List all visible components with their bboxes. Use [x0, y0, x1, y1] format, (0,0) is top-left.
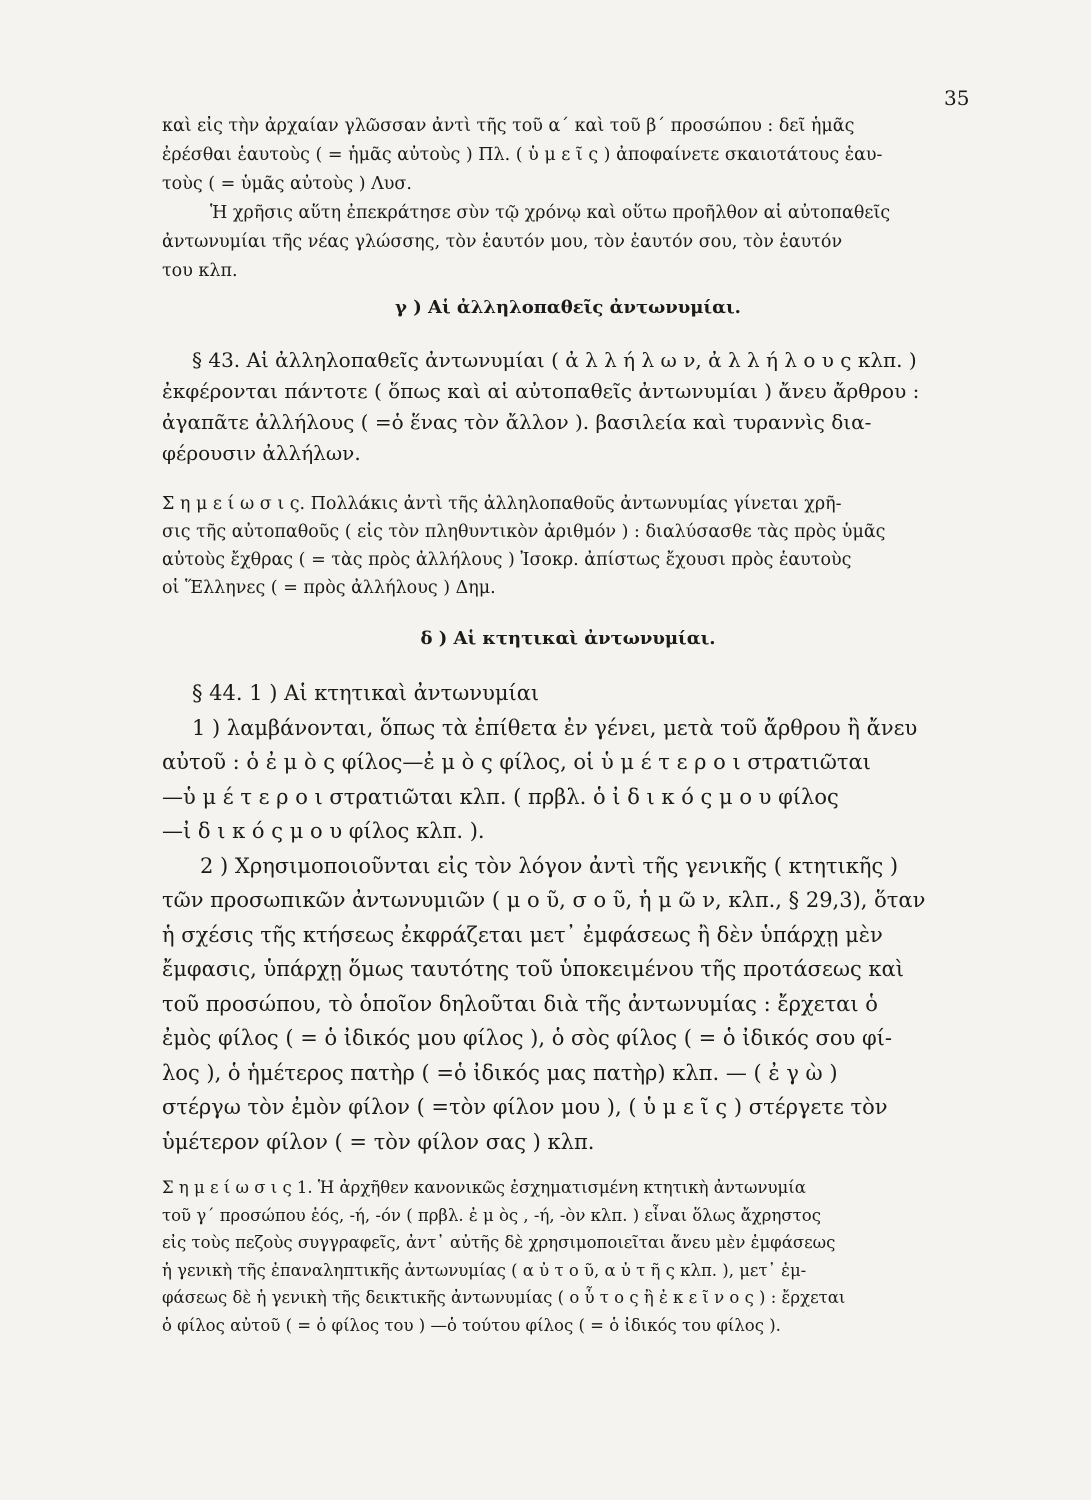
text-line: Σ η μ ε ί ω σ ι ς. Πολλάκις ἀντὶ τῆς ἀλληλοπαθοῦς ἀντωνυμίας γίνεται χρῆ- [162, 494, 842, 514]
text-line: —ὑ μ έ τ ε ρ ο ι στρατιῶται κλπ. ( πρβλ. ὁ ἰ δ ι κ ό ς μ ο υ φίλος [162, 784, 839, 809]
text-line: σις τῆς αὐτοπαθοῦς ( εἰς τὸν πληθυντικὸν ἀριθμόν ) : διαλύσασθε τὰς πρὸς ὑμᾶς [162, 522, 886, 542]
text-line: φέρουσιν ἀλλήλων. [162, 441, 361, 465]
text-line: ἐκφέρονται πάντοτε ( ὅπως καὶ αἱ αὐτοπαθεῖς ἀντωνυμίαι ) ἄνευ ἄρθρου : [162, 379, 920, 403]
section-heading-delta: δ ) Αἱ κτητικαὶ ἀντωνυμίαι. [420, 628, 716, 649]
text-line: ἀντωνυμίαι τῆς νέας γλώσσης, τὸν ἑαυτόν μου, τὸν ἑαυτόν σου, τὸν ἑαυτόν [162, 232, 843, 252]
paragraph-2 [162, 345, 974, 469]
text-line: αὐτοὺς ἔχθρας ( = τὰς πρὸς ἀλλήλους ) Ἰσοκρ. ἀπίστως ἔχουσι πρὸς ἑαυτοὺς [162, 550, 852, 570]
text-line: του κλπ. [162, 261, 238, 281]
text-line: § 44. 1 ) Αἱ κτητικαὶ ἀντωνυμίαι [192, 681, 540, 705]
text-line: —ἰ δ ι κ ό ς μ ο υ φίλος κλπ. ). [162, 819, 485, 843]
text-line: καὶ εἰς τὴν ἀρχαίαν γλῶσσαν ἀντὶ τῆς τοῦ α΄ καὶ τοῦ β΄ προσώπου : δεῖ ἡμᾶς [162, 116, 855, 136]
text-line: τῶν προσωπικῶν ἀντωνυμιῶν ( μ ο ῦ, σ ο ῦ, ἡ μ ῶ ν, κλπ., § 29,3), ὅταν [162, 888, 926, 912]
text-line: 2 ) Χρησιμοποιοῦνται εἰς τὸν λόγον ἀντὶ τῆς γενικῆς ( κτητικῆς ) [200, 853, 899, 878]
text-line: τοῦ προσώπου, τὸ ὁποῖον δηλοῦται διὰ τῆς ἀντωνυμίας : ἔρχεται ὁ [162, 991, 878, 1016]
text-line: ἐμὸς φίλος ( = ὁ ἰδικός μου φίλος ), ὁ σὸς φίλος ( = ὁ ἰδικός σου φί- [162, 1026, 892, 1050]
text-line: ἔμφασις, ὑπάρχῃ ὅμως ταυτότης τοῦ ὑποκειμένου τῆς προτάσεως καὶ [162, 957, 904, 981]
text-line: οἱ Ἕλληνες ( = πρὸς ἀλλήλους ) Δημ. [162, 578, 496, 598]
text-line: ἐρέσθαι ἑαυτοὺς ( = ἡμᾶς αὐτοὺς ) Πλ. ( ὑ μ ε ῖ ς ) ἀποφαίνετε σκαιοτάτους ἑαυ- [162, 145, 883, 165]
paragraph-1 [162, 112, 974, 286]
text-line: Ἡ χρῆσις αὕτη ἐπεκράτησε σὺν τῷ χρόνῳ καὶ οὕτω προῆλθον αἱ αὐτοπαθεῖς [210, 203, 891, 223]
text-line: λος ), ὁ ἡμέτερος πατὴρ ( =ὁ ἰδικός μας πατὴρ) κλπ. — ( ἐ γ ὼ ) [162, 1060, 838, 1085]
text-line: ἀγαπᾶτε ἀλλήλους ( =ὁ ἕνας τὸν ἄλλον ). βασιλεία καὶ τυραννὶς δια- [162, 410, 872, 434]
text-line: ἡ γενικὴ τῆς ἐπαναληπτικῆς ἀντωνυμίας ( α ὐ τ ο ῦ, α ὐ τ ῆ ς κλπ. ), μετ᾽ ἐμ- [162, 1260, 807, 1280]
text-line: § 43. Αἱ ἀλληλοπαθεῖς ἀντωνυμίαι ( ἀ λ λ ή λ ω ν, ἀ λ λ ή λ ο υ ς κλπ. ) [192, 348, 917, 372]
paragraph-3 [162, 490, 974, 602]
text-line: ὑμέτερον φίλον ( = τὸν φίλον σας ) κλπ. [162, 1129, 595, 1154]
paragraph-5 [162, 1174, 974, 1339]
text-line: Σ η μ ε ί ω σ ι ς 1. Ἡ ἀρχῆθεν κανονικῶς ἐσχηματισμένη κτητικὴ ἀντωνυμία [162, 1178, 806, 1197]
text-line: ὁ φίλος αὐτοῦ ( = ὁ φίλος του ) —ὁ τούτου φίλος ( = ὁ ἰδικός του φίλος ). [162, 1315, 781, 1335]
section-heading-gamma: γ ) Αἱ ἀλληλοπαθεῖς ἀντωνυμίαι. [395, 297, 741, 318]
text-line: τοὺς ( = ὑμᾶς αὐτοὺς ) Λυσ. [162, 174, 412, 194]
paragraph-4 [162, 676, 974, 1159]
text-line: αὐτοῦ : ὁ ἐ μ ὸ ς φίλος—ἐ μ ὸ ς φίλος, οἱ ὑ μ έ τ ε ρ ο ι στρατιῶται [162, 750, 871, 774]
page-number: 35 [944, 86, 970, 110]
text-line: 1 ) λαμβάνονται, ὅπως τὰ ἐπίθετα ἐν γένει, μετὰ τοῦ ἄρθρου ἢ ἄνευ [192, 715, 918, 740]
text-line: φάσεως δὲ ἡ γενικὴ τῆς δεικτικῆς ἀντωνυμίας ( ο ὗ τ ο ς ἢ ἐ κ ε ῖ ν ο ς ) : ἔρχεται [162, 1288, 846, 1307]
text-line: εἰς τοὺς πεζοὺς συγγραφεῖς, ἀντ᾽ αὐτῆς δὲ χρησιμοποιεῖται ἄνευ μὲν ἐμφάσεως [162, 1233, 836, 1252]
text-line: στέργω τὸν ἐμὸν φίλον ( =τὸν φίλον μου ), ( ὑ μ ε ῖ ς ) στέργετε τὸν [162, 1095, 888, 1119]
text-line: ἡ σχέσις τῆς κτήσεως ἐκφράζεται μετ᾽ ἐμφάσεως ἢ δὲν ὑπάρχῃ μὲν [162, 922, 883, 947]
text-line: τοῦ γ΄ προσώπου ἑός, -ή, -όν ( πρβλ. ἐ μ ὸς , -ή, -ὸν κλπ. ) εἶναι ὅλως ἄχρηστος [162, 1205, 821, 1225]
